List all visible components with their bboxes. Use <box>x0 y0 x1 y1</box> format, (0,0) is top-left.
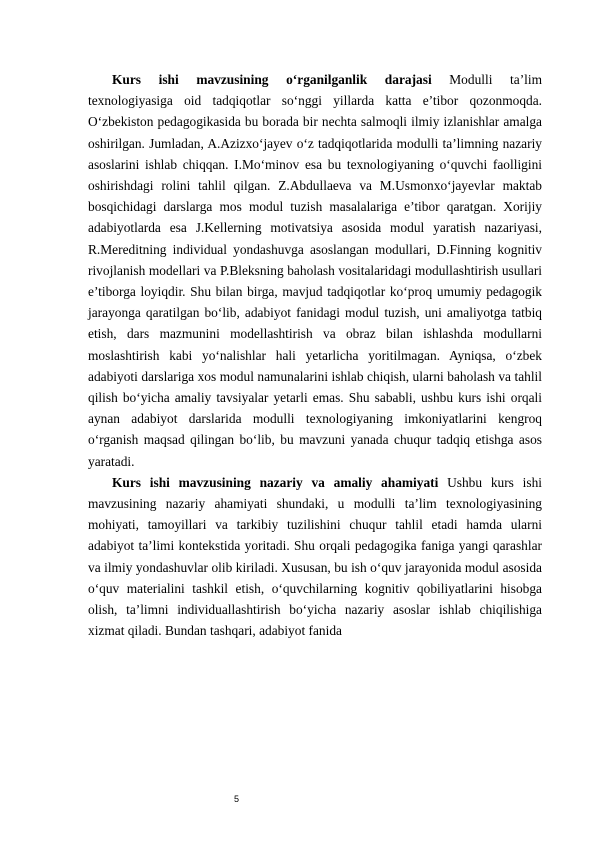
page-number <box>0 794 595 804</box>
paragraph-study-level <box>88 69 542 472</box>
paragraph-heading: Kurs ishi mavzusining nazariy va amaliy ahamiyati <box>112 474 439 490</box>
paragraph-heading: Kurs ishi mavzusining o‘rganilganlik darajasi <box>112 72 432 87</box>
page-number-label: 5 <box>233 794 239 804</box>
document-body <box>88 69 542 641</box>
paragraph-text: Ushbu kurs ishi mavzusining nazariy ahamiyati shundaki, u modulli ta’lim texnologiyasining mohiyati, tamoyillari va tarkibiy tuzilishini chuqur tahlil etadi hamda ularni adabiyot ta’limi kontekstida yoritadi. Shu orqali pedagogika faniga yangi qarashlar va ilmiy yondashuvlar olib kiriladi. Xususan, bu ish o‘quv jarayonida modul asosida o‘quv materialini tashkil etish, o‘quvchilarning kognitiv qobiliyatlarini hisobga olish, ta’limni individuallashtirish bo‘yicha nazariy asoslar ishlab chiqilishiga xizmat qiladi. Bundan tashqari, adabiyot fanida <box>88 474 542 639</box>
paragraph-text: Modulli ta’lim texnologiyasiga oid tadqiqotlar so‘nggi yillarda katta e’tibor qozonmoqda. O‘zbekiston pedagogikasida bu borada bir nechta salmoqli ilmiy izlanishlar amalga oshirilgan. Jumladan, A.Azizxo‘jayev o‘z tadqiqotlarida modulli ta’limning nazariy asoslarini ishlab chiqqan. I.Mo‘minov esa bu texnologiyaning o‘quvchi faolligini oshirishdagi rolini tahlil qilgan. Z.Abdullaeva va M.Usmonxo‘jayevlar maktab bosqichidagi darslarga mos modul tuzish masalalariga e’tibor qaratgan. Xorijiy adabiyotlarda esa J.Kellerning motivatsiya asosida modul yaratish nazariyasi, R.Mereditning individual yondashuvga asoslangan modullari, D.Finning kognitiv rivojlanish modellari va P.Bleksning baholash vositalaridagi modullashtirish usullari e’tiborga loyiqdir. Shu bilan birga, mavjud tadqiqotlar ko‘proq umumiy pedagogik jarayonga qaratilgan bo‘lib, adabiyot fanidagi modul tuzish, uni amaliyotga tatbiq etish, dars mazmunini modellashtirish va obraz bilan ishlashda modullarni moslashtirish kabi yo‘nalishlar hali yetarlicha yoritilmagan. Ayniqsa, o‘zbek adabiyoti darslariga xos modul namunalarini ishlab chiqish, ularni baholash va tahlil qilish bo‘yicha amaliy tavsiyalar yetarli emas. Shu sababli, ushbu kurs ishi orqali aynan adabiyot darslarida modulli texnologiyaning imkoniyatlarini kengroq o‘rganish maqsad qilingan bo‘lib, bu mavzuni yanada chuqur tadqiq etishga asos yaratadi. <box>88 72 543 469</box>
paragraph-significance <box>88 472 542 642</box>
